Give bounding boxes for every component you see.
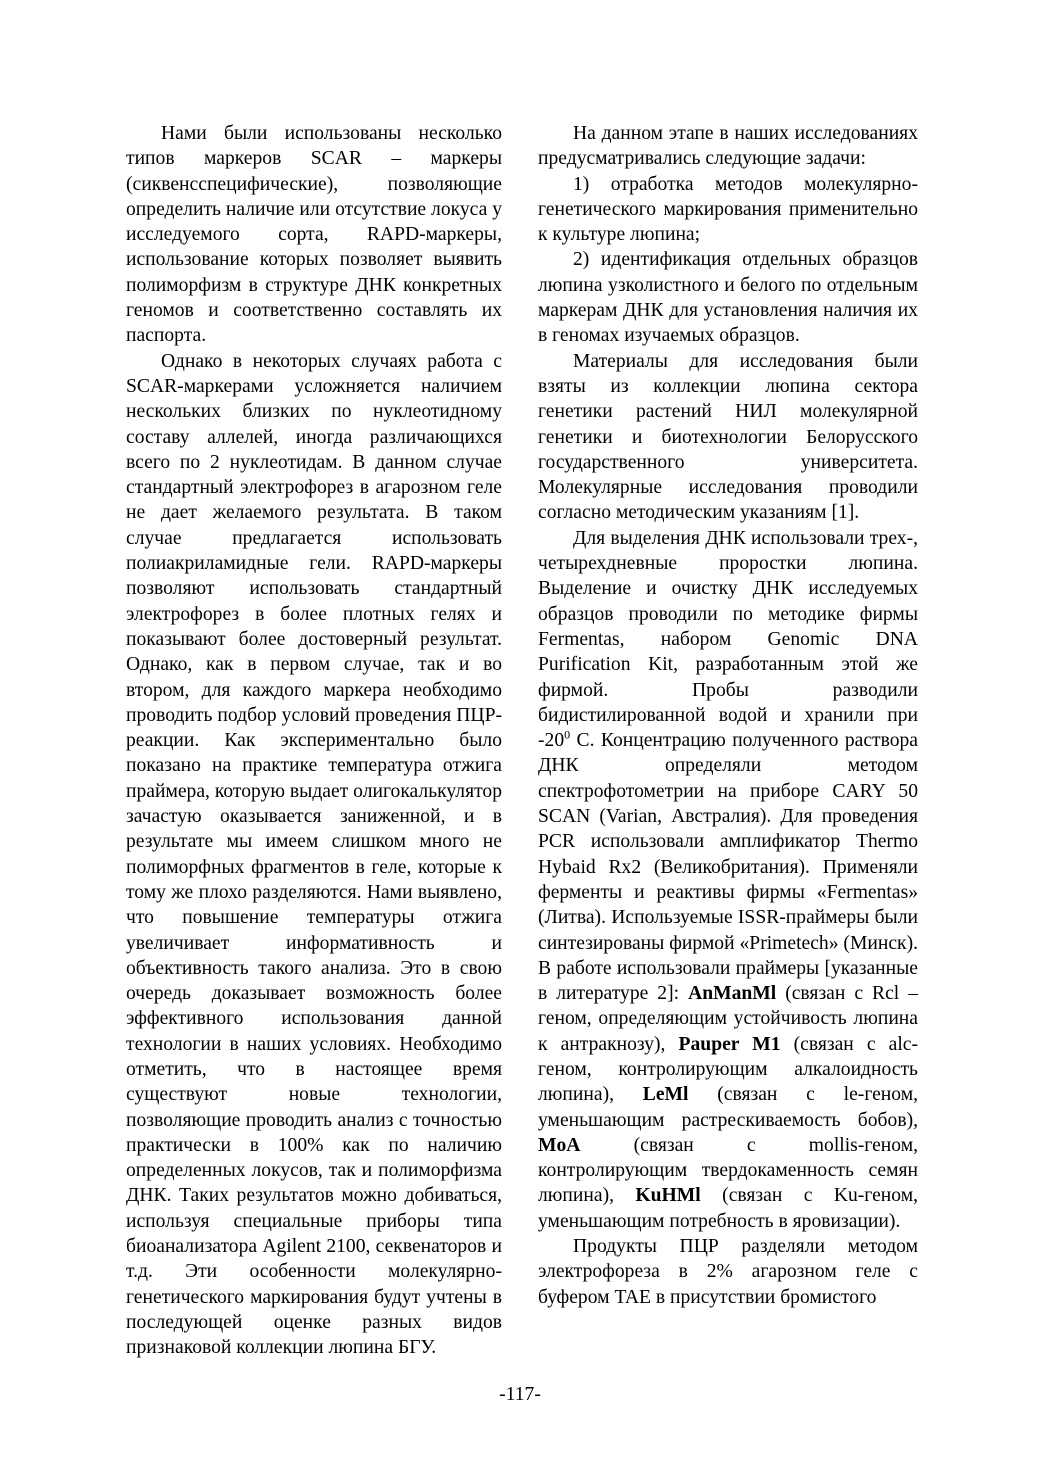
left-column <box>126 121 502 1361</box>
right-paragraph-6: Продукты ПЦР разделяли методом электрофореза в 2% агарозном геле с буфером TAE в присутствии бромистого <box>538 1236 918 1308</box>
text-segment: (связан с le-геном, уменьшающим растрескиваемость бобов), <box>538 1084 918 1131</box>
primer-name: Pauper M1 <box>678 1033 781 1055</box>
primer-name: AnManMl <box>688 983 777 1005</box>
text-segment: (связан с mollis-геном, контролирующим твердокаменность семян люпина), <box>538 1134 918 1207</box>
text-segment: (связан с Ku-геном, уменьшающим потребность в яровизации). <box>538 1185 918 1232</box>
text-segment: (связан с alc-геном, контролирующим алкалоидность люпина), <box>538 1033 918 1106</box>
primer-name: MoA <box>538 1134 581 1156</box>
primer-name: LeMl <box>642 1084 689 1106</box>
degree-superscript: 0 <box>564 727 571 742</box>
left-paragraph-1: Нами были использованы несколько типов маркеров SCAR – маркеры (сиквенсспецифические), позволяющие определить наличие или отсутствие локуса у исследуемого сорта, RAPD-маркеры, использование которых позволяет выявить полиморфизм в структуре ДНК конкретных геномов и соответственно составлять их паспорта. <box>126 123 502 347</box>
right-paragraph-4: Материалы для исследования были взяты из коллекции люпина сектора генетики растений НИЛ молекулярной генетики и биотехнологии Белорусского государственного университета. Молекулярные исследования проводили согласно методическим указаниям [1]. <box>538 350 918 524</box>
right-paragraph-5 <box>538 526 918 1234</box>
page-number: -117- <box>499 1384 541 1405</box>
right-paragraph-2: 1) отработка методов молекулярно-генетического маркирования применительно к культуре люпина; <box>538 173 918 246</box>
right-paragraph-3: 2) идентификация отдельных образцов люпина узколистного и белого по отдельным маркерам ДНК для установления наличия их в геномах изучаемых образцов. <box>538 249 918 347</box>
text-segment: С. Концентрацию полученного раствора ДНК определяли методом спектрофотометрии на приборе CARY 50 SCAN (Varian, Австралия). Для проведения PCR использовали амплификатор Thermo Hybaid Rx2 (Великобритания). Применяли ферменты и реактивы фирмы «Fermentas» (Литва). Используемые ISSR-праймеры были синтезированы фирмой «Primetech» (Минск). В работе использовали праймеры [указанные в литературе 2]: <box>538 730 918 1005</box>
text-segment: Для выделения ДНК использовали трех-, четырехдневные проростки люпина. Выделение и очистку ДНК исследуемых образцов проводили по методике фирмы Fermentas, набором Genomic DNA Purification Kit, разработанным этой же фирмой. Пробы разводили бидистилированной водой и хранили при -20 <box>538 527 918 752</box>
right-column <box>538 121 918 1310</box>
right-paragraph-1: На данном этапе в наших исследованиях предусматривались следующие задачи: <box>538 123 918 170</box>
primer-name: KuHMl <box>635 1185 701 1207</box>
text-segment: (связан с Rcl –геном, определяющим устойчивость люпина к антракнозу), <box>538 983 918 1055</box>
left-paragraph-2: Однако в некоторых случаях работа с SCAR-маркерами усложняется наличием нескольких близких по нуклеотидному составу аллелей, иногда различающихся всего по 2 нуклеотидам. В данном случае стандартный электрофорез в агарозном геле не дает желаемого результата. В таком случае предлагается использовать полиакриламидные гели. RAPD-маркеры позволяют использовать стандартный электрофорез в более плотных гелях и показывают более достоверный результат. Однако, как в первом случае, так и во втором, для каждого маркера необходимо проводить подбор условий проведения ПЦР-реакции. Как экспериментально было показано на практике температура отжига праймера, которую выдает олигокалькулятор зачастую оказывается заниженной, и в результате мы имеем слишком много не полиморфных фрагментов в геле, которые к тому же плохо разделяются. Нами выявлено, что повышение температуры отжига увеличивает информативность и объективность такого анализа. Это в свою очередь доказывает возможность более эффективного использования данной технологии в наших условиях. Необходимо отметить, что в настоящее время существуют новые технологии, позволяющие проводить анализ с точностью практически в 100% как по наличию определенных локусов, так и полиморфизма ДНК. Таких результатов можно добиваться, используя специальные приборы типа биоанализатора Agilent 2100, секвенаторов и т.д. Эти особенности молекулярно-генетического маркирования будут учтены в последующей оценке разных видов признаковой коллекции люпина БГУ. <box>126 350 502 1359</box>
